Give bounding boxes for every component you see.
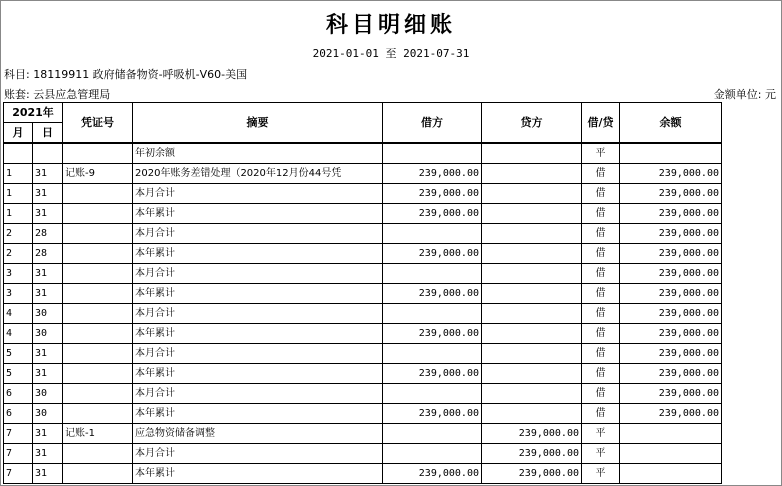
day-cell: 28	[33, 224, 63, 244]
voucher-cell	[63, 344, 133, 364]
credit-cell	[482, 184, 582, 204]
credit-cell	[482, 244, 582, 264]
table-row	[4, 204, 722, 224]
header-month: 月	[4, 123, 33, 144]
summary-cell: 本月合计	[133, 224, 383, 244]
debit-cell: 239,000.00	[383, 164, 482, 184]
summary-cell: 本月合计	[133, 344, 383, 364]
voucher-cell	[63, 264, 133, 284]
summary-cell: 本月合计	[133, 184, 383, 204]
month-cell: 3	[4, 284, 33, 304]
day-cell: 30	[33, 304, 63, 324]
day-cell: 31	[33, 264, 63, 284]
table-row	[4, 143, 722, 164]
month-cell: 1	[4, 204, 33, 224]
balance-cell: 239,000.00	[620, 364, 722, 384]
balance-cell	[620, 444, 722, 464]
debit-cell: 239,000.00	[383, 404, 482, 424]
month-cell: 5	[4, 364, 33, 384]
voucher-cell	[63, 304, 133, 324]
direction-cell: 借	[582, 284, 620, 304]
summary-cell: 本年累计	[133, 364, 383, 384]
balance-cell: 239,000.00	[620, 384, 722, 404]
balance-cell: 239,000.00	[620, 204, 722, 224]
summary-cell: 本年累计	[133, 404, 383, 424]
header-debit: 借方	[383, 103, 482, 144]
report-period: 2021-01-01 至 2021-07-31	[312, 47, 470, 60]
voucher-cell: 记账-9	[63, 164, 133, 184]
direction-cell: 借	[582, 324, 620, 344]
day-cell	[33, 143, 63, 164]
credit-cell	[482, 384, 582, 404]
table-row	[4, 404, 722, 424]
direction-cell: 借	[582, 264, 620, 284]
balance-cell: 239,000.00	[620, 224, 722, 244]
debit-cell	[383, 344, 482, 364]
month-cell: 7	[4, 444, 33, 464]
debit-cell: 239,000.00	[383, 324, 482, 344]
credit-cell	[482, 284, 582, 304]
day-cell: 30	[33, 384, 63, 404]
summary-cell: 本年累计	[133, 244, 383, 264]
voucher-cell	[63, 143, 133, 164]
table-row	[4, 384, 722, 404]
direction-cell: 借	[582, 244, 620, 264]
summary-cell: 本年累计	[133, 204, 383, 224]
balance-cell: 239,000.00	[620, 404, 722, 424]
header-direction: 借/贷	[582, 103, 620, 144]
month-cell: 4	[4, 324, 33, 344]
credit-cell	[482, 404, 582, 424]
credit-cell	[482, 224, 582, 244]
debit-cell: 239,000.00	[383, 184, 482, 204]
credit-cell	[482, 204, 582, 224]
debit-cell	[383, 264, 482, 284]
table-row	[4, 424, 722, 444]
summary-cell: 本月合计	[133, 444, 383, 464]
day-cell: 31	[33, 284, 63, 304]
balance-cell: 239,000.00	[620, 164, 722, 184]
summary-cell: 本年累计	[133, 324, 383, 344]
month-cell: 6	[4, 404, 33, 424]
voucher-cell	[63, 204, 133, 224]
day-cell: 31	[33, 344, 63, 364]
header-day: 日	[33, 123, 63, 144]
month-cell: 7	[4, 464, 33, 484]
voucher-cell	[63, 244, 133, 264]
header-voucher: 凭证号	[63, 103, 133, 144]
balance-cell: 239,000.00	[620, 244, 722, 264]
voucher-cell	[63, 404, 133, 424]
balance-cell	[620, 464, 722, 484]
direction-cell: 平	[582, 444, 620, 464]
table-row	[4, 184, 722, 204]
balance-cell	[620, 143, 722, 164]
direction-cell: 借	[582, 344, 620, 364]
debit-cell	[383, 424, 482, 444]
month-cell: 1	[4, 164, 33, 184]
credit-cell	[482, 344, 582, 364]
balance-cell	[620, 424, 722, 444]
debit-cell: 239,000.00	[383, 364, 482, 384]
table-row	[4, 364, 722, 384]
voucher-cell	[63, 284, 133, 304]
summary-cell: 年初余额	[133, 143, 383, 164]
direction-cell: 平	[582, 424, 620, 444]
month-cell: 7	[4, 424, 33, 444]
voucher-cell	[63, 364, 133, 384]
credit-cell: 239,000.00	[482, 444, 582, 464]
direction-cell: 借	[582, 184, 620, 204]
subject-label: 科目: 18119911 政府储备物资-呼吸机-V60-美国	[4, 68, 248, 81]
currency-unit-label: 金额单位: 元	[713, 88, 776, 101]
direction-cell: 借	[582, 304, 620, 324]
direction-cell: 平	[582, 464, 620, 484]
summary-cell: 本月合计	[133, 264, 383, 284]
balance-cell: 239,000.00	[620, 184, 722, 204]
header-balance: 余额	[620, 103, 722, 144]
table-row	[4, 344, 722, 364]
ledger-table	[3, 102, 722, 484]
direction-cell: 借	[582, 204, 620, 224]
credit-cell: 239,000.00	[482, 424, 582, 444]
table-row	[4, 304, 722, 324]
day-cell: 28	[33, 244, 63, 264]
month-cell	[4, 143, 33, 164]
summary-cell: 本年累计	[133, 464, 383, 484]
day-cell: 31	[33, 444, 63, 464]
day-cell: 31	[33, 464, 63, 484]
direction-cell: 借	[582, 364, 620, 384]
month-cell: 4	[4, 304, 33, 324]
direction-cell: 借	[582, 224, 620, 244]
voucher-cell: 记账-1	[63, 424, 133, 444]
credit-cell	[482, 364, 582, 384]
month-cell: 6	[4, 384, 33, 404]
credit-cell	[482, 143, 582, 164]
summary-cell: 本月合计	[133, 384, 383, 404]
debit-cell	[383, 304, 482, 324]
day-cell: 31	[33, 164, 63, 184]
credit-cell	[482, 324, 582, 344]
direction-cell: 借	[582, 164, 620, 184]
voucher-cell	[63, 384, 133, 404]
day-cell: 30	[33, 404, 63, 424]
header-summary: 摘要	[133, 103, 383, 144]
balance-cell: 239,000.00	[620, 284, 722, 304]
debit-cell	[383, 224, 482, 244]
table-row	[4, 164, 722, 184]
voucher-cell	[63, 224, 133, 244]
summary-cell: 本年累计	[133, 284, 383, 304]
table-row	[4, 264, 722, 284]
balance-cell: 239,000.00	[620, 344, 722, 364]
credit-cell	[482, 164, 582, 184]
ledger-body	[4, 143, 722, 484]
day-cell: 31	[33, 184, 63, 204]
debit-cell	[383, 143, 482, 164]
summary-cell: 2020年账务差错处理（2020年12月份44号凭	[133, 164, 383, 184]
month-cell: 3	[4, 264, 33, 284]
month-cell: 2	[4, 224, 33, 244]
debit-cell: 239,000.00	[383, 464, 482, 484]
voucher-cell	[63, 184, 133, 204]
header-year: 2021年	[4, 103, 63, 123]
table-row	[4, 244, 722, 264]
debit-cell: 239,000.00	[383, 204, 482, 224]
credit-cell: 239,000.00	[482, 464, 582, 484]
month-cell: 5	[4, 344, 33, 364]
debit-cell: 239,000.00	[383, 284, 482, 304]
day-cell: 31	[33, 424, 63, 444]
summary-cell: 本月合计	[133, 304, 383, 324]
table-row	[4, 444, 722, 464]
debit-cell	[383, 444, 482, 464]
table-row	[4, 324, 722, 344]
debit-cell: 239,000.00	[383, 244, 482, 264]
day-cell: 31	[33, 204, 63, 224]
voucher-cell	[63, 324, 133, 344]
account-set-label: 账套: 云县应急管理局	[4, 88, 111, 101]
table-row	[4, 284, 722, 304]
credit-cell	[482, 264, 582, 284]
header-credit: 贷方	[482, 103, 582, 144]
month-cell: 2	[4, 244, 33, 264]
table-row	[4, 224, 722, 244]
summary-cell: 应急物资储备调整	[133, 424, 383, 444]
report-title: 科目明细账	[325, 13, 456, 38]
balance-cell: 239,000.00	[620, 304, 722, 324]
credit-cell	[482, 304, 582, 324]
balance-cell: 239,000.00	[620, 324, 722, 344]
month-cell: 1	[4, 184, 33, 204]
direction-cell: 借	[582, 384, 620, 404]
direction-cell: 借	[582, 404, 620, 424]
day-cell: 30	[33, 324, 63, 344]
day-cell: 31	[33, 364, 63, 384]
debit-cell	[383, 384, 482, 404]
voucher-cell	[63, 444, 133, 464]
table-row	[4, 464, 722, 484]
voucher-cell	[63, 464, 133, 484]
balance-cell: 239,000.00	[620, 264, 722, 284]
direction-cell: 平	[582, 143, 620, 164]
